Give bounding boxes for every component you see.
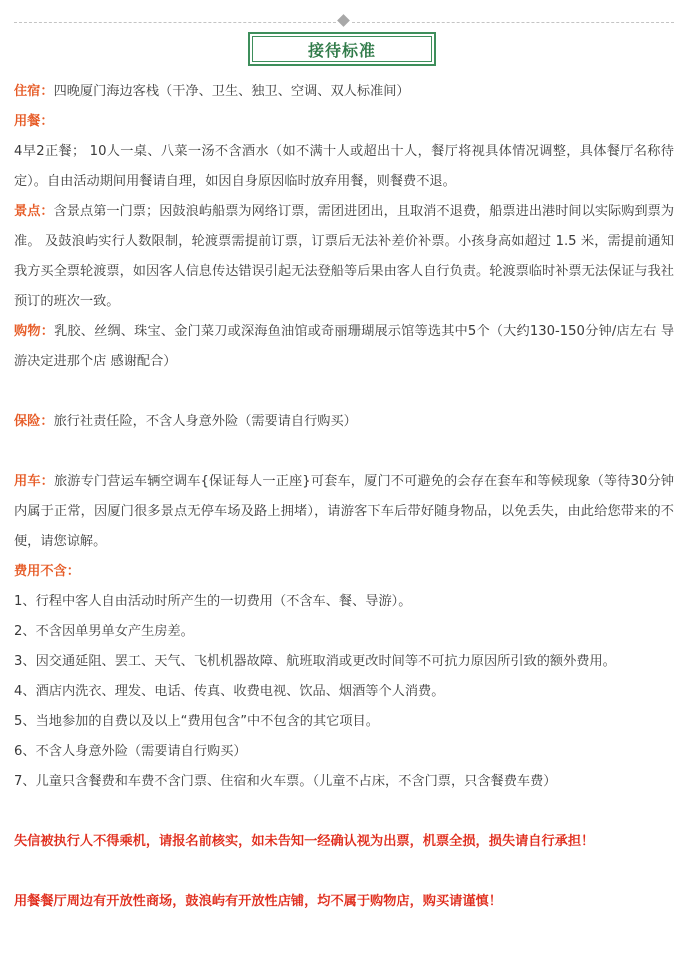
spacer: [14, 857, 674, 887]
title-frame: [248, 32, 436, 66]
list-item: 7、儿童只含餐费和车费不含门票、住宿和火车票。（儿童不占床，不含门票，只含餐费车费）: [14, 774, 557, 789]
reception-standards: [14, 77, 674, 917]
insurance-label: 保险：: [14, 414, 54, 429]
vehicle-label: 用车：: [14, 474, 54, 489]
shopping-paragraph: [14, 317, 674, 377]
excluded-label: 费用不含：: [14, 564, 80, 579]
divider-left: [14, 22, 336, 23]
shopping-label: 购物：: [14, 324, 55, 339]
excluded-label-line: [14, 557, 674, 587]
section-title: 接待标准: [252, 36, 432, 62]
spacer: [14, 377, 674, 407]
divider-right: [352, 22, 674, 23]
spacer: [14, 437, 674, 467]
diamond-ornament-icon: [337, 14, 350, 27]
spacer: [14, 797, 674, 827]
meals-text: 4早2正餐； 10人一桌、八菜一汤不含酒水（如不满十人或超出十人，餐厅将视具体情况调整，具体餐厅名称待定）。自由活动期间用餐请自理，如因自身原因临时放弃用餐，则餐费不退。: [14, 144, 674, 189]
list-item: 1、行程中客人自由活动时所产生的一切费用（不含车、餐、导游）。: [14, 594, 412, 609]
insurance-paragraph: [14, 407, 674, 437]
lodging-text: 四晚厦门海边客栈（干净、卫生、独卫、空调、双人标准间）: [53, 84, 410, 99]
lodging-paragraph: [14, 77, 674, 107]
vehicle-paragraph: [14, 467, 674, 557]
insurance-text: 旅行社责任险，不含人身意外险（需要请自行购买）: [53, 414, 357, 429]
lodging-label: 住宿：: [14, 84, 54, 99]
list-item: 4、酒店内洗衣、理发、电话、传真、收费电视、饮品、烟酒等个人消费。: [14, 684, 445, 699]
shopping-text: 乳胶、丝绸、珠宝、金门菜刀或深海鱼油馆或奇丽珊瑚展示馆等选其中5个（大约130-150分钟/店左右 导游决定进那个店 感谢配合）: [14, 324, 675, 369]
list-item: 3、因交通延阻、罢工、天气、飞机机器故障、航班取消或更改时间等不可抗力原因所引致的额外费用。: [14, 654, 616, 669]
list-item: 6、不含人身意外险（需要请自行购买）: [14, 744, 247, 759]
scenic-text: 含景点第一门票；因鼓浪屿船票为网络订票，需团进团出，且取消不退费，船票进出港时间以实际购到票为准。 及鼓浪屿实行人数限制，轮渡票需提前订票，订票后无法补差价补票。小孩身高如超过 1.5 米，需提前通知我方买全票轮渡票，如因客人信息传达错误引起无法登船等后果由客人自行负责。轮渡票临时补票无法保证与我社预订的班次一致。: [14, 204, 675, 309]
list-item: 2、不含因单男单女产生房差。: [14, 624, 194, 639]
scenic-paragraph: [14, 197, 674, 317]
meals-label-line: [14, 107, 674, 137]
meals-label: 用餐：: [14, 114, 54, 129]
scenic-label: 景点：: [14, 204, 54, 219]
shop-warning: 用餐餐厅周边有开放性商场，鼓浪屿有开放性店铺，均不属于购物店，购买请谨慎！: [14, 894, 502, 909]
list-item: 5、当地参加的自费以及以上“费用包含”中不包含的其它项目。: [14, 714, 379, 729]
vehicle-text: 旅游专门营运车辆空调车{保证每人一正座}可套车，厦门不可避免的会存在套车和等候现象（等待30分钟内属于正常，因厦门很多景点无停车场及路上拥堵），请游客下车后带好随身物品，以免丢失，由此给您带来的不便，请您谅解。: [14, 474, 674, 549]
ticket-warning: 失信被执行人不得乘机，请报名前核实，如未告知一经确认视为出票，机票全损，损失请自行承担！: [14, 834, 595, 849]
section-header: [0, 0, 688, 72]
